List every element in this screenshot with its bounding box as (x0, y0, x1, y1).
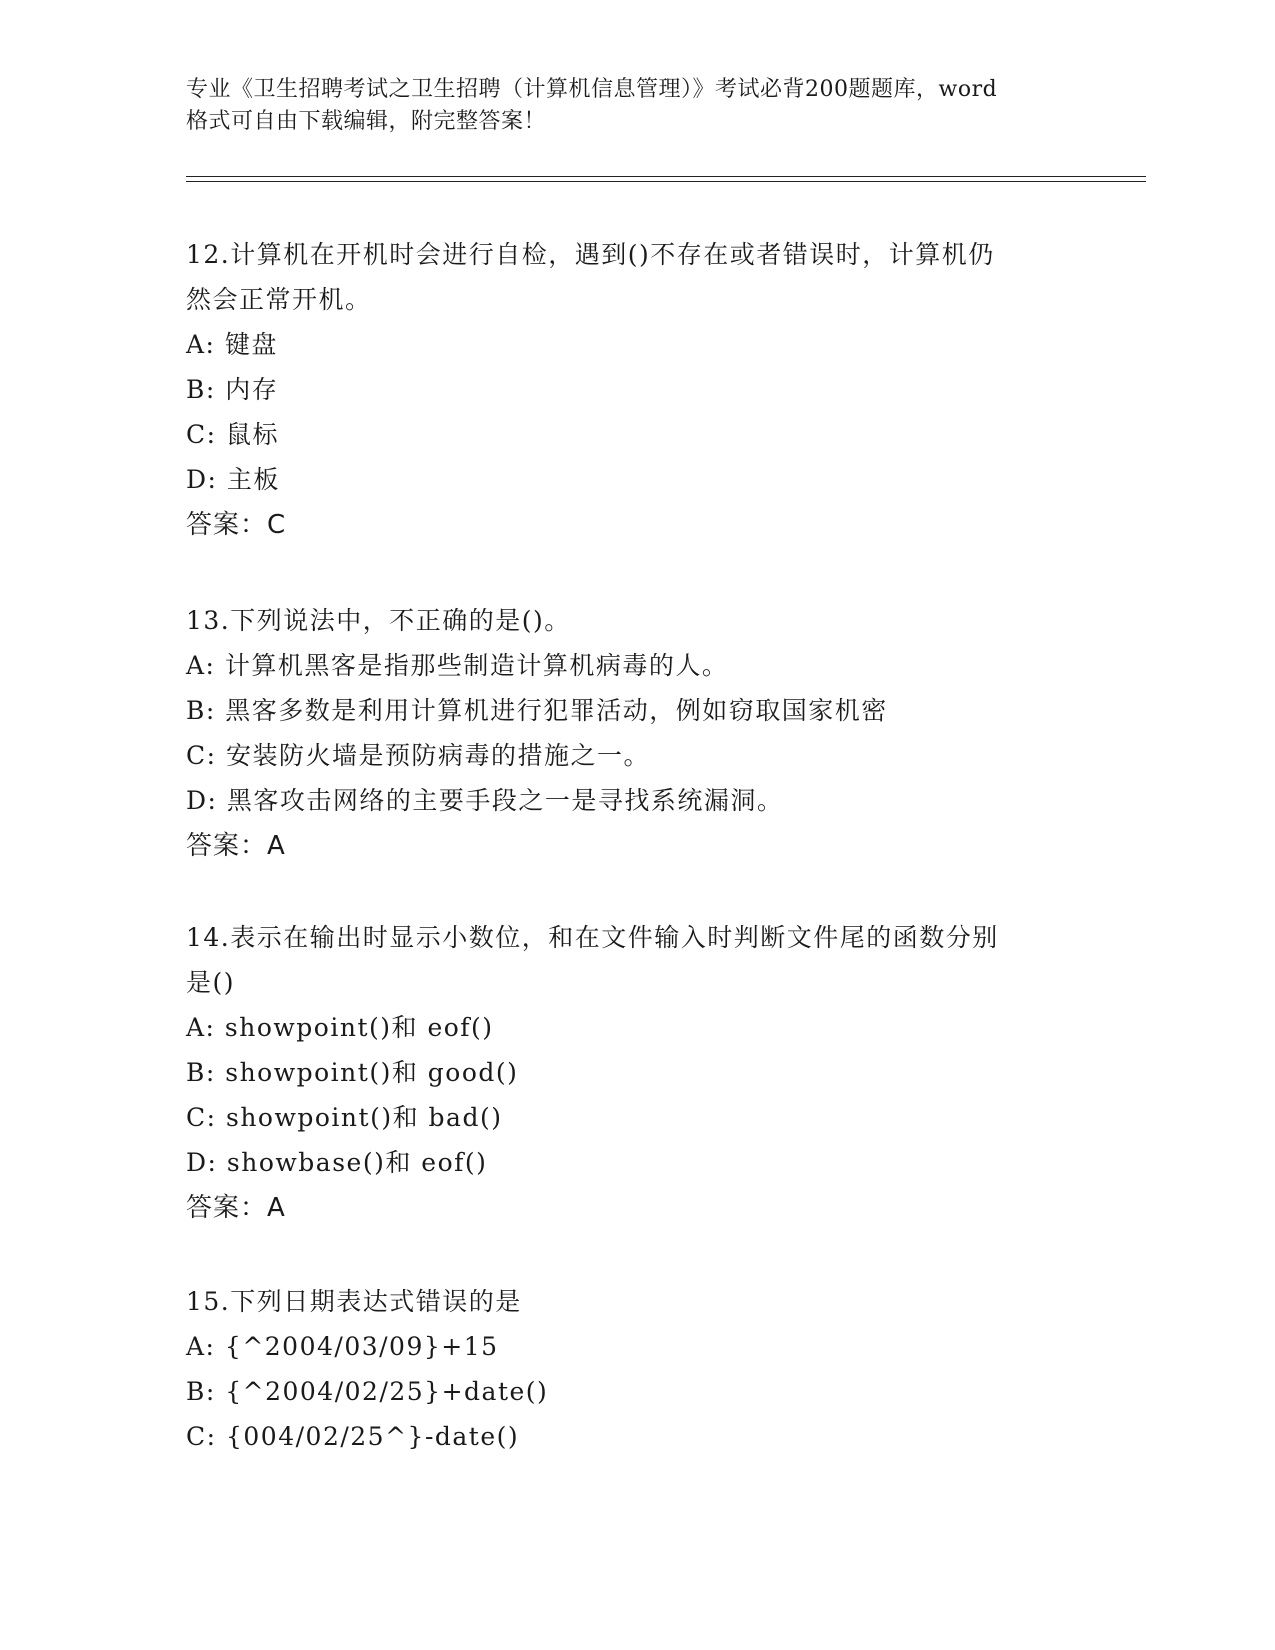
option-a: A: {^2004/03/09}+15 (186, 1332, 499, 1361)
question-stem: 13.下列说法中，不正确的是()。 (186, 606, 571, 635)
option-d: D: 黑客攻击网络的主要手段之一是寻找系统漏洞。 (186, 786, 784, 815)
option-b: B: 内存 (186, 375, 279, 404)
option-c: C: 鼠标 (186, 420, 279, 449)
question-15 (186, 1279, 1086, 1459)
header-divider-top (186, 176, 1146, 177)
option-a: A: showpoint()和 eof() (186, 1013, 494, 1042)
option-b: B: {^2004/02/25}+date() (186, 1377, 549, 1406)
option-c: C: showpoint()和 bad() (186, 1103, 503, 1132)
option-d: D: 主板 (186, 465, 280, 494)
header-divider-bottom (186, 181, 1146, 182)
header-line-2: 格式可自由下载编辑，附完整答案！ (186, 109, 547, 134)
question-stem-continued: 然会正常开机。 (186, 285, 372, 314)
option-d: D: showbase()和 eof() (186, 1148, 488, 1177)
question-stem: 12.计算机在开机时会进行自检，遇到()不存在或者错误时，计算机仍 (186, 240, 995, 269)
option-c: C: 安装防火墙是预防病毒的措施之一。 (186, 741, 650, 770)
header-line-1: 专业《卫生招聘考试之卫生招聘（计算机信息管理）》考试必背200题题库，word (186, 77, 998, 102)
option-c: C: {004/02/25^}-date() (186, 1422, 520, 1451)
answer-line: 答案：A (186, 1193, 286, 1223)
question-stem: 14.表示在输出时显示小数位，和在文件输入时判断文件尾的函数分别 (186, 923, 999, 952)
option-a: A: 键盘 (186, 330, 278, 359)
answer-line: 答案：C (186, 510, 287, 540)
option-b: B: showpoint()和 good() (186, 1058, 519, 1087)
question-stem: 15.下列日期表达式错误的是 (186, 1287, 522, 1316)
option-a: A: 计算机黑客是指那些制造计算机病毒的人。 (186, 651, 729, 680)
question-stem-continued: 是() (186, 968, 236, 997)
question-14 (186, 915, 1086, 1231)
document-header (186, 74, 1086, 138)
question-12 (186, 232, 1086, 548)
question-13 (186, 598, 1086, 869)
option-b: B: 黑客多数是利用计算机进行犯罪活动，例如窃取国家机密 (186, 696, 888, 725)
answer-line: 答案：A (186, 831, 286, 861)
